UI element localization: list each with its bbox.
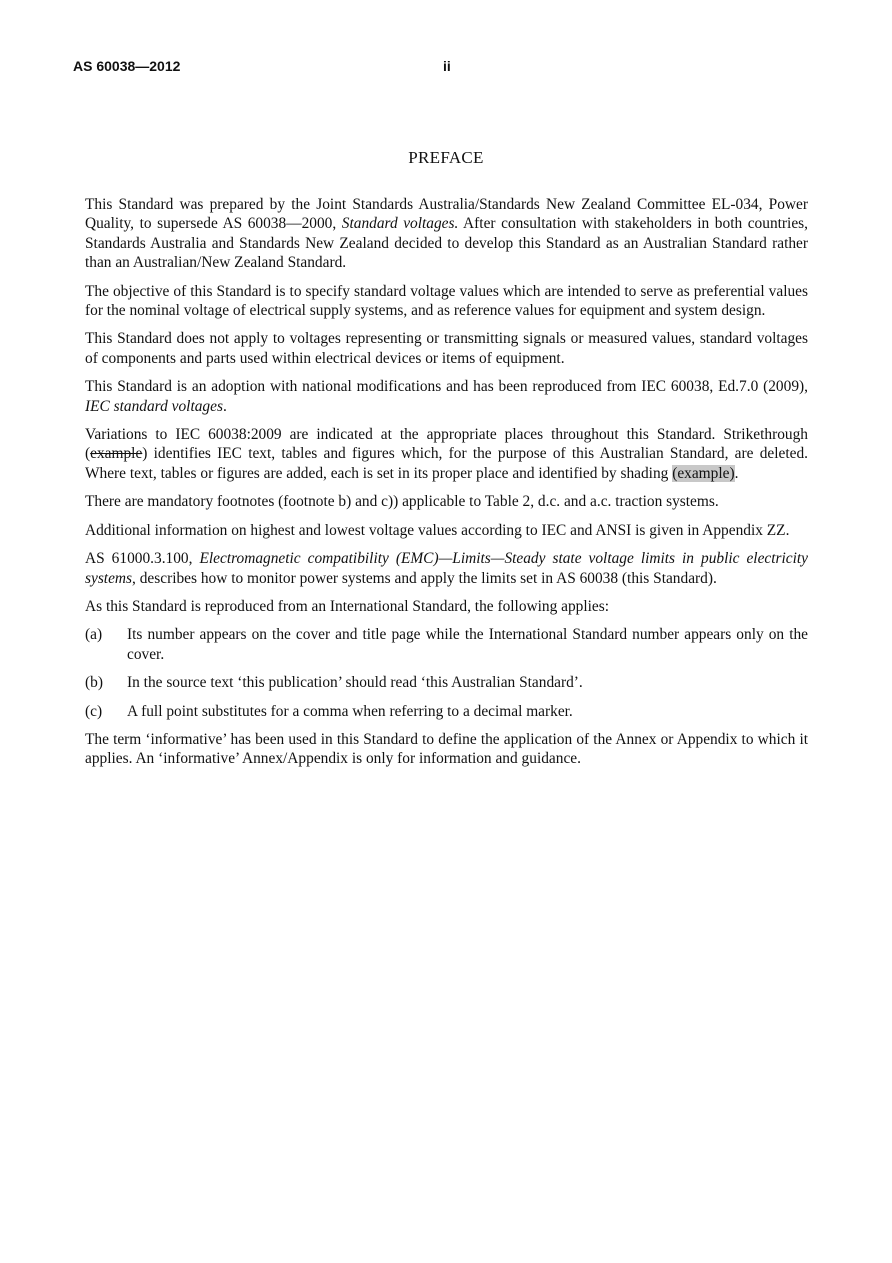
- paragraph-emc-reference: AS 61000.3.100, Electromagnetic compatibility (EMC)—Limits—Steady state voltage limits in public electricity systems, describes how to monitor power systems and apply the limits set in AS 60038 (this Standard).: [85, 550, 809, 587]
- cited-title: IEC standard voltages: [85, 397, 223, 415]
- page-header: [73, 58, 819, 78]
- paragraph-scope: This Standard does not apply to voltages representing or transmitting signals or measured values, standard voltages of components and parts used within electrical devices or items of equipment.: [85, 330, 808, 367]
- paragraph-informative: The term ‘informative’ has been used in this Standard to define the application of the Annex or Appendix to which it applies. An ‘informative’ Annex/Appendix is only for information and guidance.: [85, 730, 808, 768]
- paragraph-variations: Variations to IEC 60038:2009 are indicated at the appropriate places throughout this Standard. Strikethrough (example) identifies IEC text, tables and figures which, for the purpose of this Australian Standard, are deleted. Where text, tables or figures are added, each is set in its proper place and identified by shading (example).: [85, 426, 808, 482]
- paragraph-adoption: This Standard is an adoption with national modifications and has been reproduced from IEC 60038, Ed.7.0 (2009), IEC standard voltages.: [85, 378, 808, 415]
- list-item: [85, 673, 808, 692]
- list-item: [85, 702, 808, 721]
- page-title: PREFACE: [408, 148, 484, 167]
- paragraph-applies: As this Standard is reproduced from an International Standard, the following applies:: [85, 597, 610, 615]
- list-item-text: Its number appears on the cover and title page while the International Standard number appears only on the cover.: [127, 626, 808, 663]
- strikethrough-example: example: [90, 445, 143, 463]
- list-item-text: A full point substitutes for a comma when referring to a decimal marker.: [127, 702, 573, 720]
- list-item-label: (a): [85, 626, 103, 644]
- list-item-label: (b): [85, 674, 103, 692]
- list-item-label: (c): [85, 702, 103, 720]
- paragraph-committee: This Standard was prepared by the Joint Standards Australia/Standards New Zealand Committee EL-034, Power Quality, to supersede AS 60038—2000, Standard voltages. After consultation with stakeholders in both countries, Standards Australia and Standards New Zealand decided to develop this Standard as an Australian Standard rather than an Australian/New Zealand Standard.: [85, 196, 808, 272]
- list-item-text: In the source text ‘this publication’ should read ‘this Australian Standard’.: [127, 674, 583, 692]
- paragraph-appendix: Additional information on highest and lowest voltage values according to IEC and ANSI is given in Appendix ZZ.: [85, 521, 790, 539]
- cited-title: Standard voltages.: [341, 215, 459, 233]
- shaded-example: (example): [672, 464, 735, 482]
- cited-title: Electromagnetic compatibility (EMC)—Limits—Steady state voltage limits in public electricity systems: [85, 550, 809, 587]
- paragraph-footnotes: There are mandatory footnotes (footnote b) and c)) applicable to Table 2, d.c. and a.c. traction systems.: [85, 493, 719, 511]
- preface-body: [85, 195, 808, 778]
- page-number: ii: [443, 58, 451, 74]
- list-item: [85, 625, 808, 664]
- document-id: AS 60038—2012: [73, 58, 181, 74]
- paragraph-objective: The objective of this Standard is to specify standard voltage values which are intended to serve as preferential values for the nominal voltage of electrical supply systems, and as reference values for equipment and system design.: [85, 282, 808, 320]
